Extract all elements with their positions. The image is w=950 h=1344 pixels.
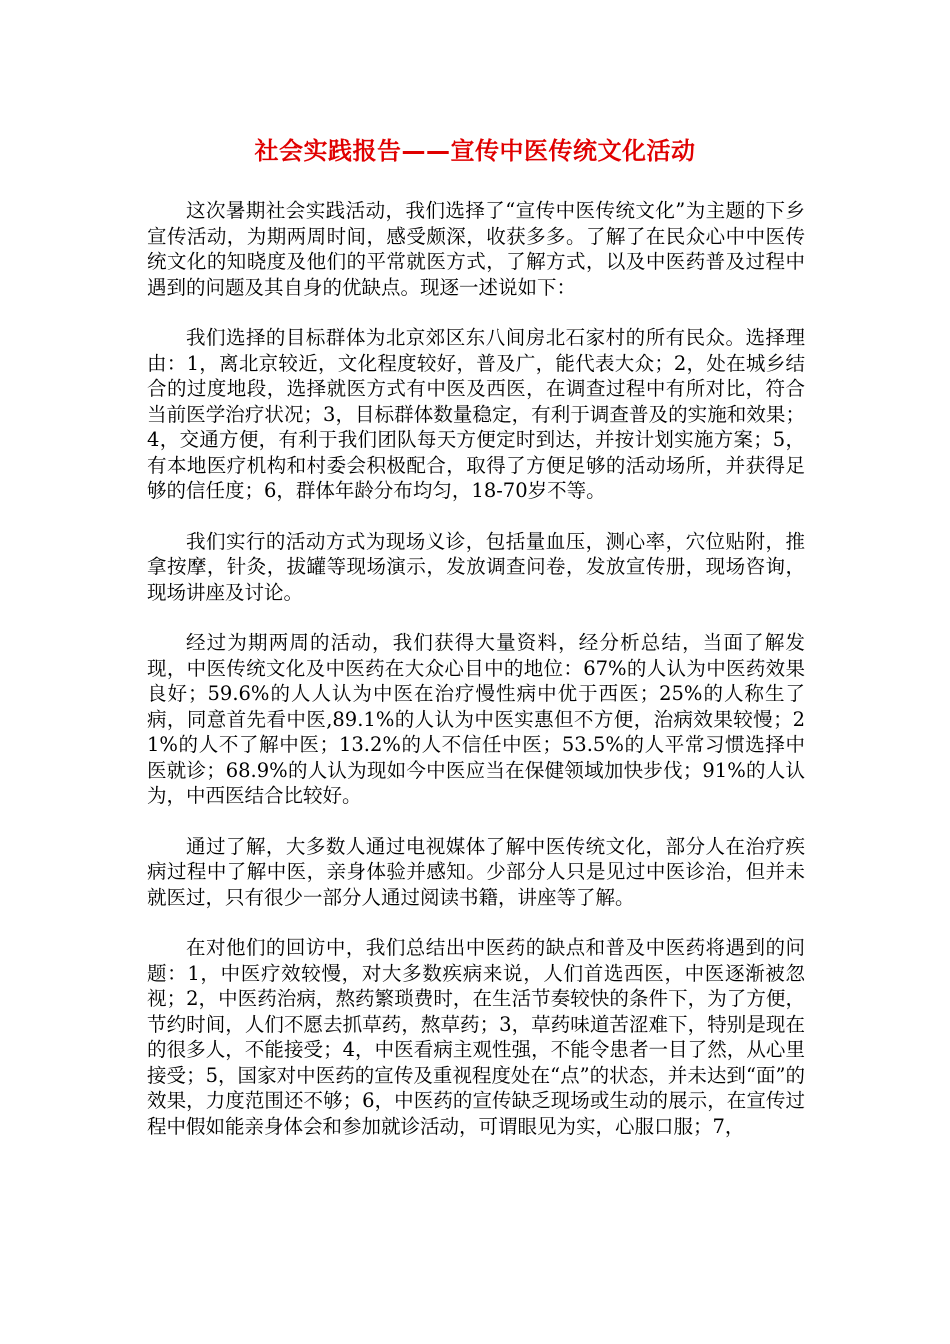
document-title: 社会实践报告——宣传中医传统文化活动 [254, 137, 696, 165]
paragraph-problems: 在对他们的回访中，我们总结出中医药的缺点和普及中医药将遇到的问题：1，中医疗效较慢，对大多数疾病来说，人们首选西医，中医逐渐被忽视；2，中医药治病，熬药繁琐费时，在生活节奏较快的条件下，为了方便，节约时间，人们不愿去抓草药，熬草药；3，草药味道苦涩难下，特别是现在的很多人，不能接受；4，中医看病主观性强，不能令患者一目了然，从心里接受；5，国家对中医药的宣传及重视程度处在“点”的状态，并未达到“面”的效果，力度范围还不够；6，中医药的宣传缺乏现场或生动的展示，在宣传过程中假如能亲身体会和参加就诊活动，可谓眼见为实，心服口服；7， [147, 936, 805, 1138]
paragraph-survey-results: 经过为期两周的活动，我们获得大量资料，经分析总结，当面了解发现，中医传统文化及中医药在大众心目中的地位：67%的人认为中医药效果良好；59.6%的人人认为中医在治疗慢性病中优于西医；25%的人称生了病，同意首先看中医,89.1%的人认为中医实惠但不方便，治病效果较慢；21%的人不了解中医；13.2%的人不信任中医；53.5%的人平常习惯选择中医就诊；68.9%的人认为现如今中医应当在保健领域加快步伐；91%的人认为，中西医结合比较好。 [147, 631, 805, 807]
paragraph-target-group: 我们选择的目标群体为北京郊区东八间房北石家村的所有民众。选择理由：1，离北京较近，文化程度较好，普及广，能代表大众；2，处在城乡结合的过度地段，选择就医方式有中医及西医，在调查过程中有所对比，符合当前医学治疗状况；3，目标群体数量稳定，有利于调查普及的实施和效果；4，交通方便，有利于我们团队每天方便定时到达，并按计划实施方案；5，有本地医疗机构和村委会积极配合，取得了方便足够的活动场所，并获得足够的信任度；6，群体年龄分布均匀，18-70岁不等。 [147, 326, 805, 502]
paragraph-activity-methods: 我们实行的活动方式为现场义诊，包括量血压，测心率，穴位贴附，推拿按摩，针灸，拔罐等现场演示，发放调查问卷，发放宣传册，现场咨询，现场讲座及讨论。 [147, 529, 805, 604]
paragraph-awareness-channels: 通过了解，大多数人通过电视媒体了解中医传统文化，部分人在治疗疾病过程中了解中医，亲身体验并感知。少部分人只是见过中医诊治，但并未就医过，只有很少一部分人通过阅读书籍，讲座等了解。 [147, 834, 805, 909]
document-body [147, 198, 805, 1164]
paragraph-intro: 这次暑期社会实践活动，我们选择了“宣传中医传统文化”为主题的下乡宣传活动，为期两周时间，感受颇深，收获多多。了解了在民众心中中医传统文化的知晓度及他们的平常就医方式，了解方式，以及中医药普及过程中遇到的问题及其自身的优缺点。现逐一述说如下： [147, 199, 805, 299]
